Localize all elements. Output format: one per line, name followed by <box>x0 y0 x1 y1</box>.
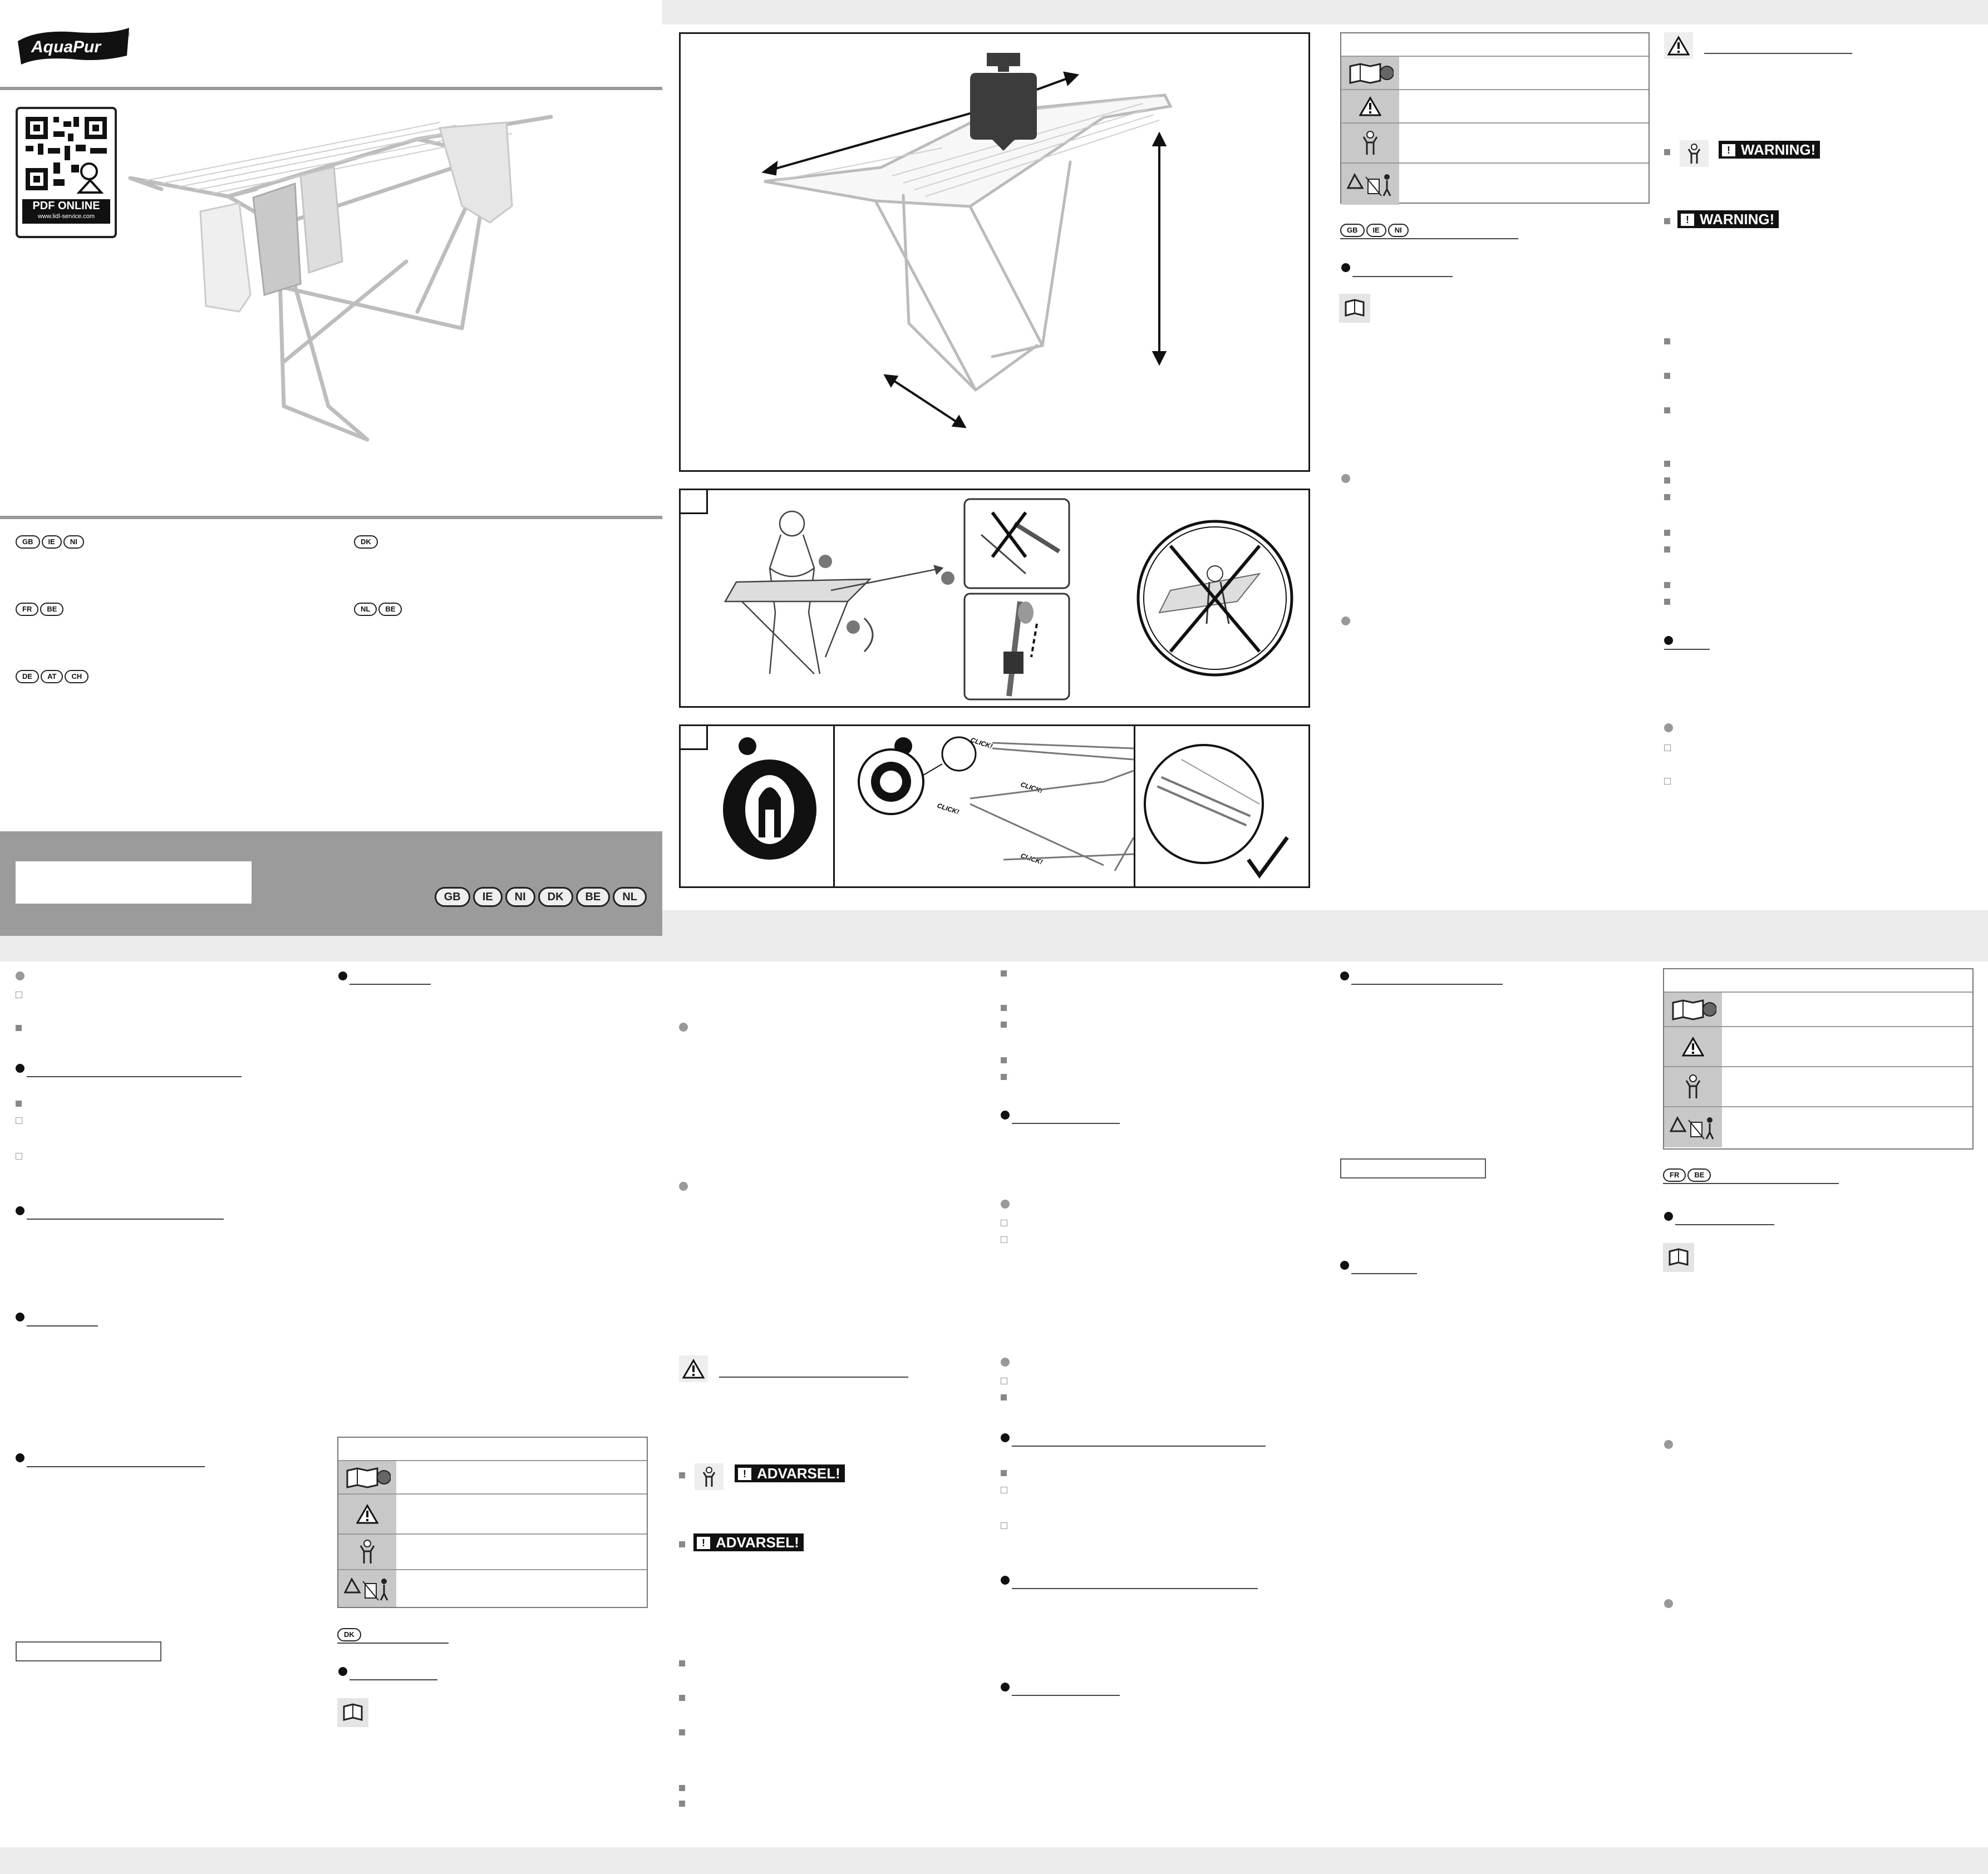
recycle-bin-icon <box>1341 164 1399 205</box>
click-label-4: CLICK! <box>1020 851 1044 866</box>
lang-group-gb-ie-ni: GB IE NI <box>16 535 86 549</box>
book-info-icon-3 <box>1664 993 1722 1026</box>
recycle-bin-icon-3 <box>1664 1107 1722 1147</box>
click-label-3: CLICK! <box>1020 780 1044 795</box>
click-label-1: CLICK! <box>970 736 994 751</box>
warning-label-dk-2: ! ADVARSEL! <box>693 1533 804 1551</box>
symbols-table-en <box>1340 32 1650 204</box>
warning-triangle-icon-3 <box>1664 1027 1722 1066</box>
child-warning-icon-3 <box>1664 1067 1722 1106</box>
child-warning-icon-dk <box>695 1463 724 1490</box>
child-warning-icon <box>1341 124 1399 162</box>
top-band <box>662 0 1988 24</box>
svg-text:®: ® <box>125 31 130 38</box>
warning-label-en-1: ! WARNING! <box>1719 141 1820 159</box>
book-icon-3 <box>1663 1243 1694 1272</box>
book-info-icon <box>1341 57 1399 89</box>
cover-footer <box>0 831 662 936</box>
symbols-table-dk-prev <box>337 1437 648 1608</box>
lang-group-dk: DK <box>354 535 380 549</box>
bottom-band <box>0 1847 1988 1874</box>
lang-group-de-at-ch: DE AT CH <box>16 670 90 683</box>
recycle-bin-icon-2 <box>338 1570 396 1607</box>
section-flags-dk: DK <box>337 1628 363 1641</box>
cover-mid-rule <box>0 516 662 519</box>
cover-drying-rack-image <box>128 95 557 451</box>
symbols-table-fr <box>1663 968 1974 1150</box>
warning-label-en-2: ! WARNING! <box>1677 210 1779 228</box>
section-flags-fr: FR BE <box>1663 1168 1713 1182</box>
figure-number-1 <box>679 489 708 514</box>
figure-lock-panel <box>679 724 1310 888</box>
qr-code[interactable] <box>16 107 117 238</box>
ian-box <box>16 861 252 904</box>
figure-unfold-panel <box>679 489 1310 708</box>
child-warning-icon-en <box>1680 140 1709 167</box>
cover-top-rule <box>0 87 662 90</box>
safety-warning-icon-dk <box>679 1355 708 1382</box>
dimensions-figure <box>679 32 1310 472</box>
warning-label-dk-1: ! ADVARSEL! <box>735 1464 845 1482</box>
safety-warning-icon <box>1664 32 1693 59</box>
click-label-2: CLICK! <box>936 801 961 816</box>
child-warning-icon-2 <box>338 1535 396 1569</box>
brand-logo <box>16 24 132 68</box>
warning-triangle-icon-2 <box>338 1495 396 1533</box>
figure-number-2 <box>679 724 708 750</box>
brand-name: AquaPur <box>31 38 101 56</box>
lang-group-fr-be: FR BE <box>16 603 65 616</box>
qr-label: PDF ONLINE www.lidl-service.com <box>22 199 110 224</box>
book-icon-2 <box>337 1698 368 1727</box>
cover-footer-country-codes: GB IE NI DK BE NL <box>432 887 647 907</box>
book-info-icon-2 <box>338 1461 396 1493</box>
book-icon <box>1339 294 1370 323</box>
weight-icon <box>970 53 1037 151</box>
qr-pattern <box>18 109 115 198</box>
date-box-2 <box>1340 1158 1486 1178</box>
section-flags-en: GB IE NI <box>1340 224 1410 237</box>
warning-triangle-icon <box>1341 90 1399 122</box>
date-box-1 <box>16 1641 161 1661</box>
lang-group-nl-be: NL BE <box>354 603 403 616</box>
